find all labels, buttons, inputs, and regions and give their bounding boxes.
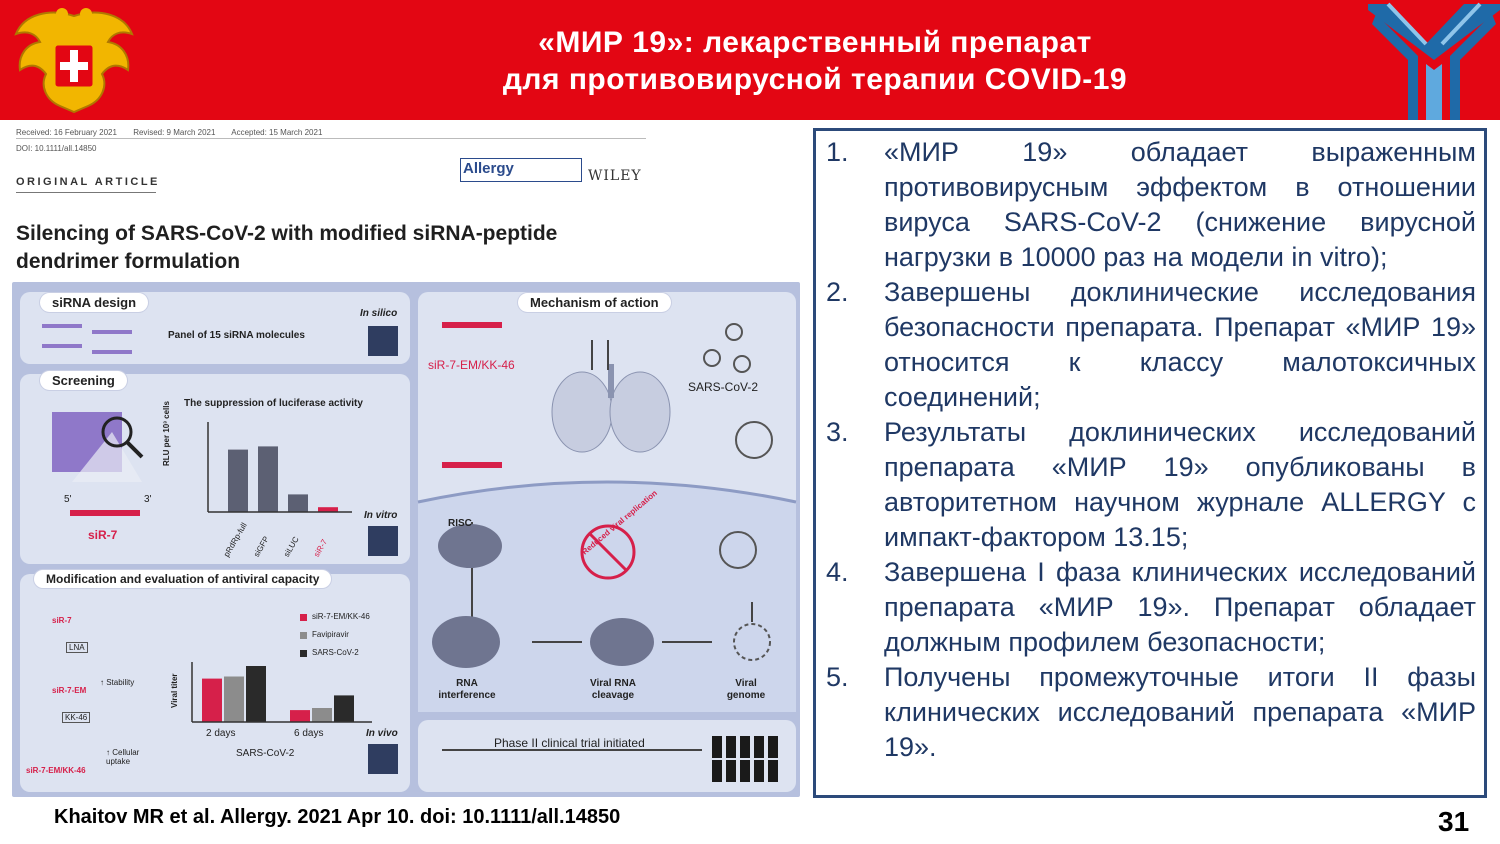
list-item: [826, 555, 1476, 660]
chart1-bar: [288, 494, 308, 512]
chart2-bar: [246, 666, 266, 722]
chart1-tick-label: siGFP: [252, 534, 271, 559]
sars-axis-label: SARS-CoV-2: [236, 748, 295, 759]
six-days-label: 6 days: [294, 728, 324, 739]
publisher-logo: WILEY: [588, 168, 642, 184]
allergy-journal-logo: [460, 158, 582, 182]
list-item: [826, 415, 1476, 555]
chart1-bar: [258, 446, 278, 512]
chart1-tick-label: pRdRp-full: [222, 521, 249, 559]
sir7emkk-label: siR-7-EM/KK-46: [26, 766, 86, 775]
list-item-text: Результаты доклинических исследований препарата «МИР 19» опубликованы в авторитетном научном журнале ALLERGY с импакт-фактором 13.15;: [884, 417, 1476, 552]
screening-label: Screening: [40, 371, 127, 390]
paper-title: Silencing of SARS-CoV-2 with modified siRNA-peptide dendrimer formulation: [16, 222, 558, 273]
list-item-number: 3.: [826, 417, 849, 447]
article-type: ORIGINAL ARTICLE: [16, 176, 160, 188]
cellular-uptake-label: ↑ Cellular uptake: [106, 748, 140, 766]
list-item-text: Получены промежуточные итоги II фазы клинических исследований препарата «МИР 19».: [884, 662, 1476, 762]
five-prime-label: 5': [64, 494, 72, 505]
legend-item-2: Favipiravir: [312, 630, 349, 639]
accepted-date: Accepted: 15 March 2021: [231, 128, 323, 137]
legend-item-3: SARS-CoV-2: [312, 648, 359, 657]
list-item-number: 1.: [826, 137, 849, 167]
coat-of-arms-emblem: [10, 4, 138, 114]
in-silico-label: In silico: [360, 308, 398, 319]
modification-label: Modification and evaluation of antiviral capacity: [34, 570, 331, 588]
citation: Khaitov MR et al. Allergy. 2021 Apr 10. doi: 10.1111/all.14850: [54, 806, 621, 828]
list-item-text: «МИР 19» обладает выраженным противовирусным эффектом в отношении вируса SARS-CoV-2 (снижение вирусной нагрузки в 10000 раз на модели in vitro);: [884, 137, 1476, 272]
chart1-bar: [228, 450, 248, 512]
chart2-bar: [202, 679, 222, 722]
list-item-number: 5.: [826, 662, 849, 692]
antibody-logo-icon: [1368, 0, 1500, 120]
chart2-bar: [224, 677, 244, 723]
article-type-underline: [16, 192, 156, 193]
graphical-abstract: [12, 282, 800, 797]
revised-date: Revised: 9 March 2021: [133, 128, 216, 137]
list-item: [826, 275, 1476, 415]
sirna-design-label: siRNA design: [40, 293, 148, 312]
rlu-axis-label: RLU per 10³ cells: [162, 401, 171, 466]
sir7-small-label: siR-7: [52, 616, 72, 625]
slide-title: [300, 24, 1330, 98]
journal-logo-text: Allergy: [463, 160, 514, 177]
two-days-label: 2 days: [206, 728, 236, 739]
paper-snapshot: [10, 122, 800, 802]
chart1-tick-label: siR-7: [312, 537, 330, 559]
legend-item-1: siR-7-EM/KK-46: [312, 612, 370, 621]
paper-doi: DOI: 10.1111/all.14850: [16, 144, 97, 153]
reduced-replication-label: Reduced viral replication: [580, 488, 659, 557]
abstract-backgrounds: [12, 282, 800, 797]
list-item: [826, 660, 1476, 765]
list-item: [826, 135, 1476, 275]
chart2-bar: [290, 710, 310, 722]
meta-divider: [16, 138, 646, 139]
stability-label: ↑ Stability: [100, 678, 135, 687]
mod-chart-legend-swatches: [300, 614, 307, 657]
list-item-text: Завершена I фаза клинических исследований препарата «МИР 19». Препарат обладает должным профилем безопасности;: [884, 557, 1476, 657]
chart1-tick-label: siLUC: [282, 535, 301, 559]
mechanism-label: Mechanism of action: [518, 293, 671, 312]
slide-number: 31: [1438, 806, 1470, 837]
paper-dates: [16, 128, 336, 137]
rna-interference-label: RNA interference: [438, 678, 496, 701]
in-vitro-label: In vitro: [364, 510, 398, 521]
sir7em-label: siR-7-EM: [52, 686, 87, 695]
key-points-list: [826, 135, 1476, 765]
title-line-1: «МИР 19»: лекарственный препарат: [538, 26, 1092, 59]
header-bar: [0, 0, 1500, 120]
viral-cleavage-label: Viral RNA cleavage: [590, 678, 636, 701]
sir7-label: siR-7: [88, 528, 118, 542]
risc-label: RISC: [448, 518, 472, 529]
phase-ii-label: Phase II clinical trial initiated: [494, 736, 645, 750]
suppression-title: The suppression of luciferase activity: [184, 398, 363, 409]
in-vivo-label: In vivo: [366, 728, 398, 739]
lna-box: LNA: [66, 642, 88, 653]
key-points-panel: [813, 128, 1487, 798]
title-line-2: для противовирусной терапии COVID-19: [502, 63, 1128, 96]
list-item-text: Завершены доклинические исследования безопасности препарата. Препарат «МИР 19» относится к классу малотоксичных соединений;: [884, 277, 1476, 412]
three-prime-label: 3': [144, 494, 152, 505]
viral-genome-label: Viral genome: [726, 678, 766, 701]
panel-text: Panel of 15 siRNA molecules: [168, 330, 305, 341]
list-item-number: 2.: [826, 277, 849, 307]
list-item-number: 4.: [826, 557, 849, 587]
received-date: Received: 16 February 2021: [16, 128, 117, 137]
chart2-bar: [312, 708, 332, 722]
sir7emkk-red-label: siR-7-EM/KK-46: [428, 358, 515, 372]
kk46-box: KK-46: [62, 712, 90, 723]
sars-cov2-label: SARS-CoV-2: [688, 380, 759, 394]
chart2-bar: [334, 695, 354, 722]
viral-titer-label: Viral titer: [170, 673, 179, 708]
